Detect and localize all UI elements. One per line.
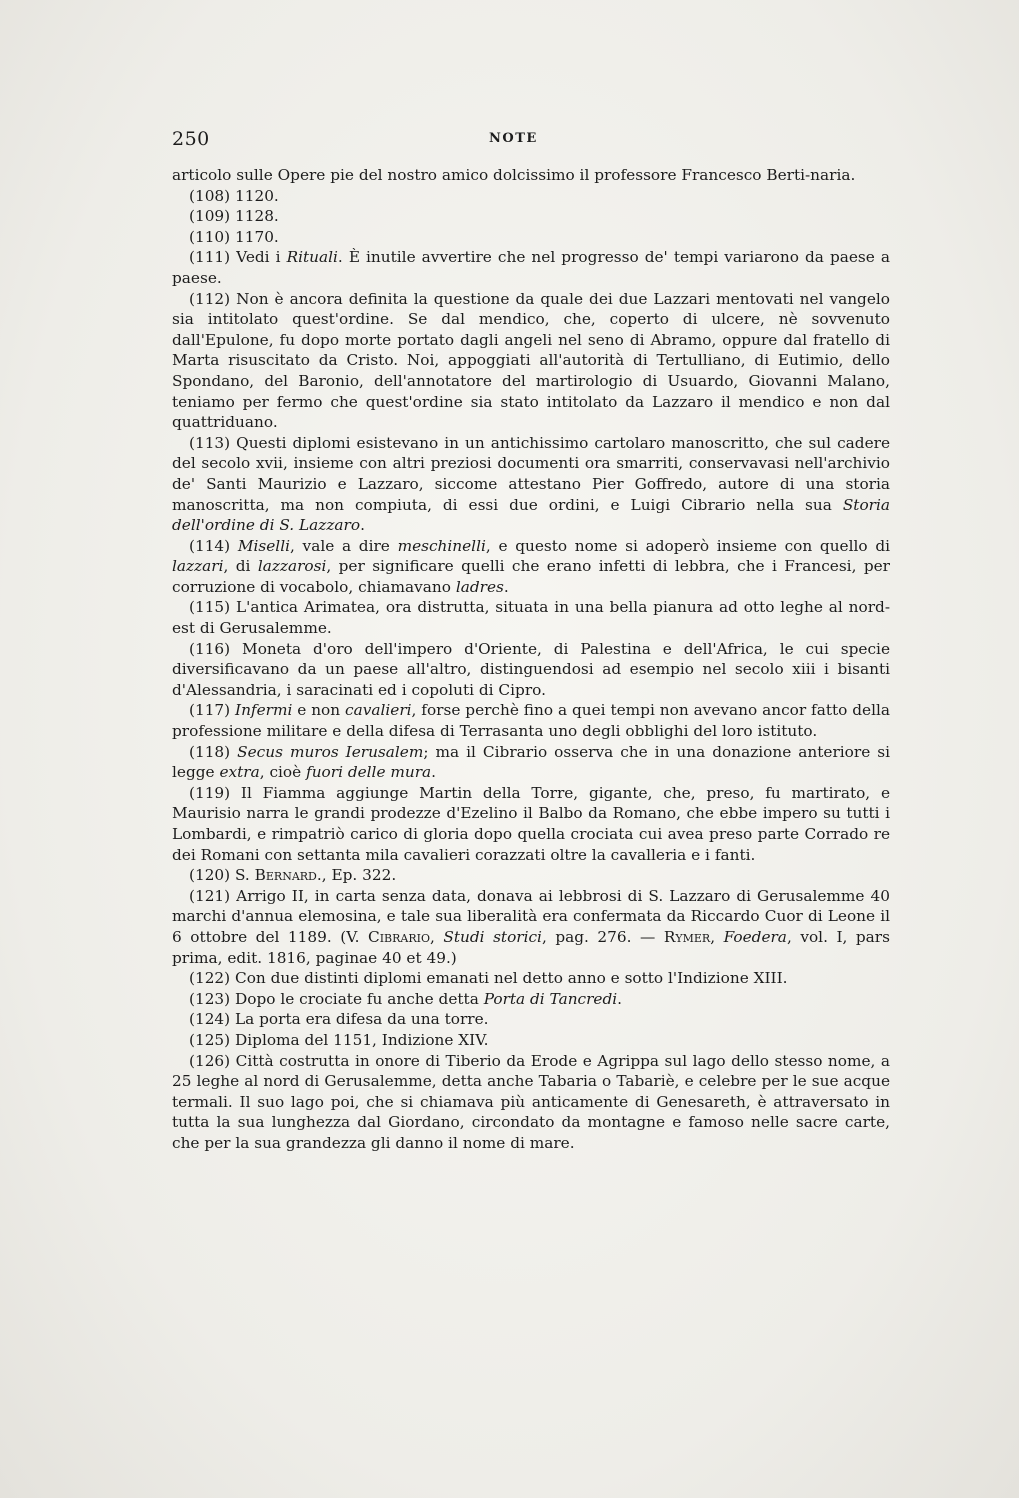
page-number: 250 (172, 128, 210, 150)
note-111-text-end: . È inutile avvertire che nel progresso de' tempi variarono da paese a paese. (172, 248, 890, 287)
note-111 (172, 247, 890, 288)
note-118-em1: Secus muros Ierusalem (237, 742, 424, 761)
notes-body (172, 165, 890, 1154)
note-117 (172, 700, 890, 741)
note-116: (116) Moneta d'oro dell'impero d'Oriente, di Palestina e dell'Africa, le cui specie diversificavano da un paese all'altro, distinguendosi ad esempio nel secolo xiii i bisanti d'Alessandria, i saracinati ed i copoluti di Cipro. (172, 639, 890, 699)
note-122: (122) Con due distinti diplomi emanati nel detto anno e sotto l'Indizione XIII. (189, 969, 788, 988)
note-108: (108) 1120. (189, 186, 279, 205)
note-123-b: . (617, 989, 623, 1008)
note-117-b: e non (292, 701, 346, 720)
note-125: (125) Diploma del 1151, Indizione XIV. (189, 1030, 489, 1049)
page-header (172, 128, 890, 152)
note-126: (126) Città costrutta in onore di Tiberio da Erode e Agrippa sul lago dello stesso nome, a 25 leghe al nord di Gerusalemme, detta anche Tabaria o Tabariè, e celebre per le sue acque termali. Il suo lago poi, che si chiamava più anticamente di Genesareth, è attraversato in tutta la sua lunghezza dal Giordano, circondato da montagne e famoso nelle sacre carte, che per la sua grandezza gli danno il nome di mare. (172, 1051, 890, 1152)
note-114-b: , vale a dire (289, 536, 398, 555)
note-113-end: . (360, 516, 365, 535)
note-111-italic: Rituali (286, 248, 338, 267)
note-121 (172, 886, 890, 968)
note-109: (109) 1128. (189, 207, 279, 226)
note-121-em2: Foedera (723, 927, 787, 946)
note-113 (172, 433, 890, 536)
note-121-c: , pag. 276. — (541, 927, 664, 946)
note-120 (172, 865, 890, 886)
note-110: (110) 1170. (189, 227, 279, 246)
note-121-a: (121) Arrigo II, in carta senza data, donava ai lebbrosi di S. Lazzaro di Gerusalemme 40 marchi d'annua elemosina, e tale sua liberalità era confermata da Riccardo Cuor di Leone il 6 ottobre del 1189. (V. (172, 886, 890, 946)
note-120-smallcaps: Bernard (254, 866, 317, 885)
note-117-em2: cavalieri (345, 701, 412, 720)
note-121-sc2: Rymer (663, 927, 711, 946)
note-115: (115) L'antica Arimatea, ora distrutta, situata in una bella pianura ad otto leghe al nord-est di Gerusalemme. (172, 598, 890, 638)
note-118 (172, 742, 890, 783)
note-114-em4: lazzarosi (257, 557, 327, 576)
note-118-d: . (431, 763, 437, 782)
note-121-e: , vol. I, pars prima, edit. 1816, paginae 40 et 49.) (172, 927, 890, 967)
note-114-d: , di (223, 557, 258, 576)
note-124: (124) La porta era difesa da una torre. (189, 1010, 489, 1029)
note-114-f: . (503, 577, 509, 596)
note-114 (172, 536, 890, 598)
note-123 (172, 989, 890, 1010)
note-114-c: , e questo nome si adoperò insieme con quello di (485, 536, 890, 555)
note-123-em: Porta di Tancredi (483, 989, 618, 1008)
note-121-em1: Studi storici (443, 927, 542, 946)
note-117-c: , forse perchè fino a quei tempi non avevano ancor fatto della professione militare e della difesa di Terrasanta uno degli obblighi del loro istituto. (172, 701, 890, 741)
note-123-a: (123) Dopo le crociate fu anche detta (189, 989, 484, 1008)
note-120-b: ., Ep. 322. (316, 866, 397, 885)
note-118-a: (118) (189, 742, 238, 761)
note-112: (112) Non è ancora definita la questione da quale dei due Lazzari mentovati nel vangelo sia intitolato quest'ordine. Se dal mendico, che, coperto di ulcere, nè sovvenuto dall'Epulone, fu dopo morte portato dagli angeli nel seno di Abramo, oppure dal fratello di Marta risuscitato da Cristo. Noi, appoggiati all'autorità di Tertulliano, di Eutimio, dello Spondano, del Baronio, dell'annotatore del martirologio di Usuardo, Giovanni Malano, teniamo per fermo che quest'ordine sia stato intitolato da Lazzaro il mendico e non dal quattriduano. (172, 289, 890, 432)
note-117-em1: Infermi (235, 701, 293, 720)
note-114-em3: lazzari (172, 557, 224, 576)
note-114-em5: ladres (455, 577, 504, 596)
note-114-em1: Miselli (237, 536, 290, 555)
note-120-a: (120) S. (189, 866, 255, 885)
note-121-b: , (430, 927, 444, 946)
note-113-italic: Storia dell'ordine di S. Lazzaro (172, 495, 890, 535)
note-118-em3: fuori delle mura (306, 763, 432, 782)
note-121-sc1: Cibrario (367, 927, 430, 946)
note-118-b: ; ma il Cibrario osserva che in una donazione anteriore si legge (172, 742, 890, 782)
note-119: (119) Il Fiamma aggiunge Martin della Torre, gigante, che, preso, fu martirato, e Maurisio narra le grandi prodezze d'Ezelino il Balbo da Romano, che ebbe impero su tutti i Lombardi, e rimpatriò carico di gloria dopo quella crociata cui avea preso parte Corrado re dei Romani con settanta mila cavalieri corazzati oltre la cavalleria e i fanti. (172, 783, 890, 864)
note-114-e: , per significare quelli che erano infetti di lebbra, che i Francesi, per corruzione di vocabolo, chiamavano (172, 557, 890, 596)
note-107-continuation: articolo sulle Opere pie del nostro amico dolcissimo il professore Francesco Berti-naria. (172, 166, 856, 184)
note-121-d: , (710, 927, 724, 946)
running-title: NOTE (489, 131, 538, 146)
note-118-em2: extra (219, 763, 260, 782)
note-111-text: (111) Vedi i (189, 248, 287, 267)
note-117-a: (117) (189, 701, 236, 720)
note-118-c: , cioè (259, 763, 307, 782)
note-114-a: (114) (189, 536, 238, 555)
note-114-em2: meschinelli (397, 536, 486, 555)
note-113-text: (113) Questi diplomi esistevano in un antichissimo cartolaro manoscritto, che sul cadere del secolo xvii, insieme con altri preziosi documenti ora smarriti, conservavasi nell'archivio de' Santi Maurizio e Lazzaro, siccome attestano Pier Goffredo, autore di una storia manoscritta, ma non compiuta, di essi due ordini, e Luigi Cibrario nella sua (172, 433, 890, 514)
